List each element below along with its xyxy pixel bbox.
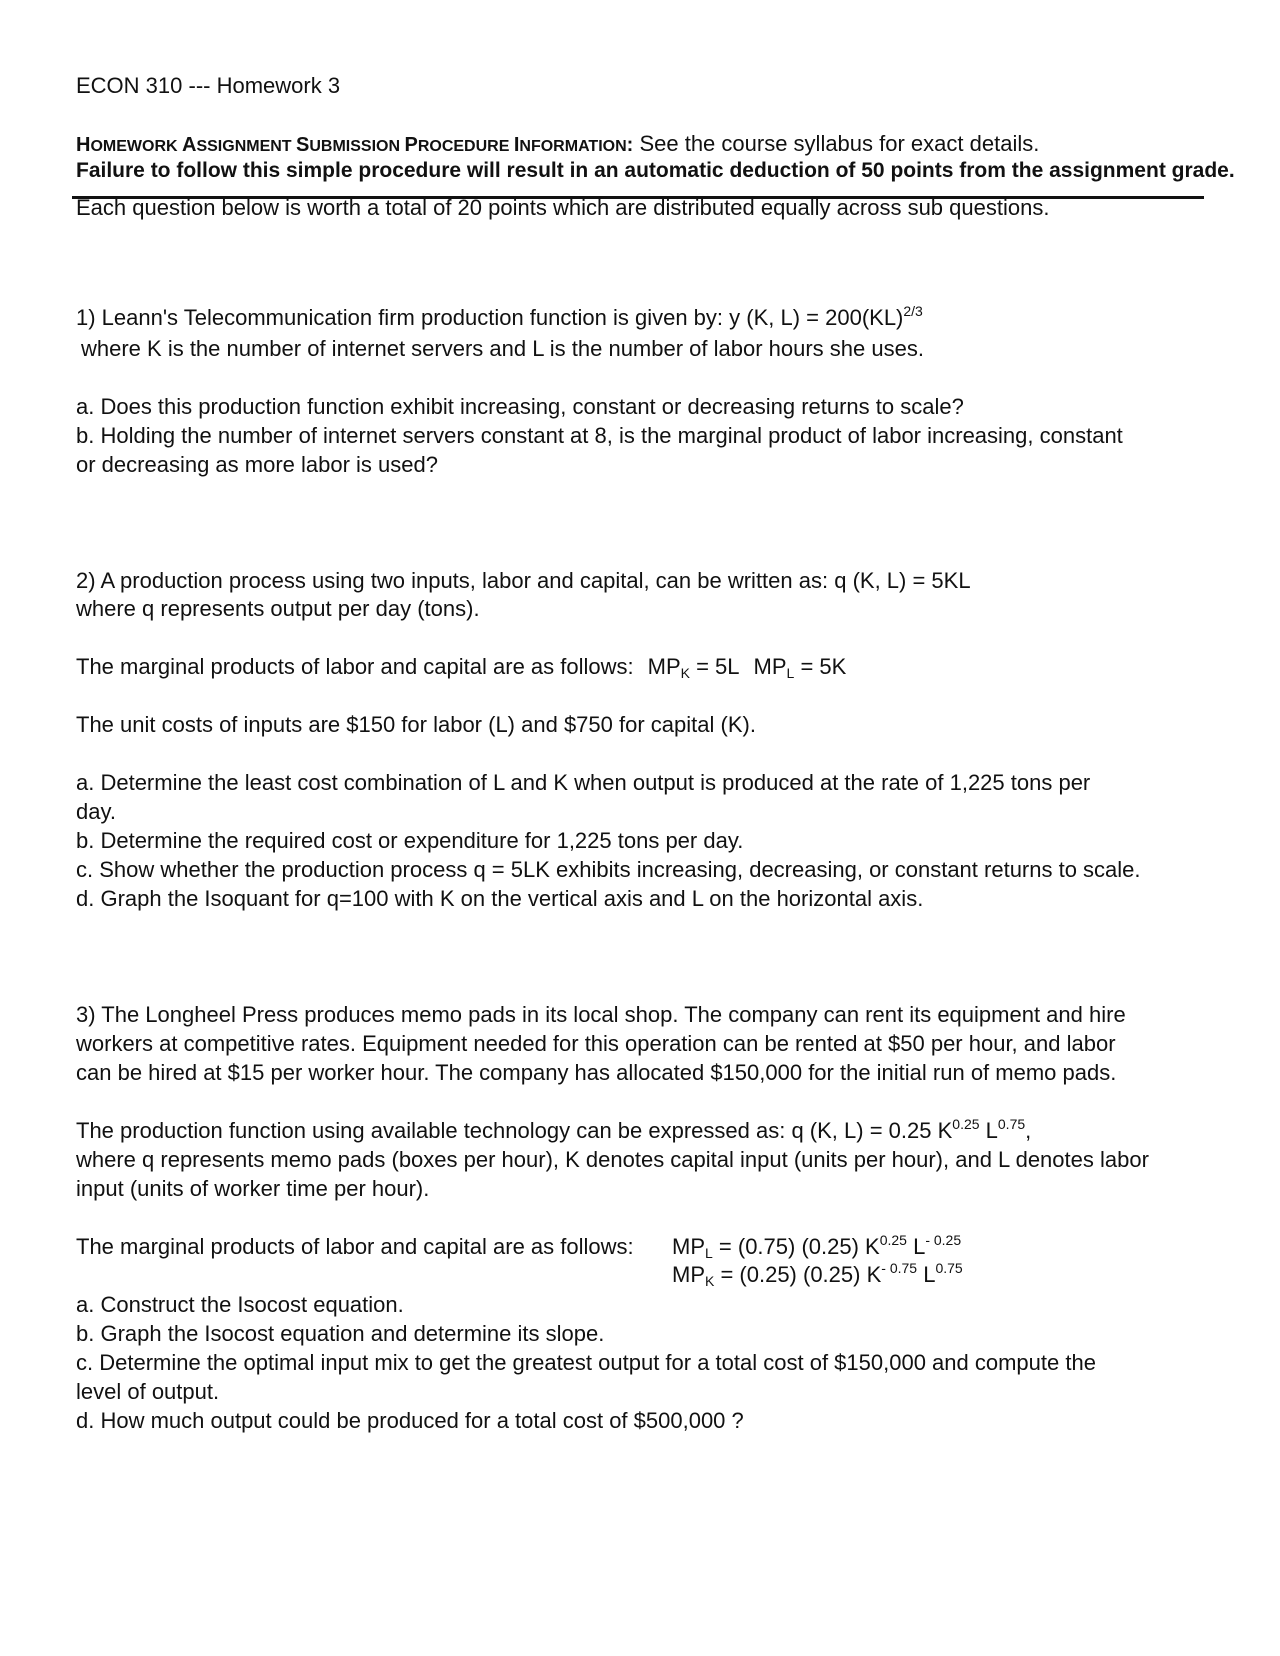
q3-part-c: c. Determine the optimal input mix to get the greatest output for a total cost of $150,000 and compute the xyxy=(76,1350,1096,1375)
q1-statement: 1) Leann's Telecommunication firm production function is given by: y (K, L) = 200(KL)$^{2/3}$ xyxy=(76,303,923,330)
q3-statement-line2: workers at competitive rates. Equipment needed for this operation can be rented at $50 per hour, and labor xyxy=(76,1031,1116,1056)
homework-page xyxy=(76,0,1235,1656)
q2-part-d: d. Graph the Isoquant for q=100 with K on the vertical axis and L on the horizontal axis. xyxy=(76,886,924,911)
q3-statement-line1: 3) The Longheel Press produces memo pads in its local shop. The company can rent its equipment and hire xyxy=(76,1002,1126,1027)
q2-marginal-products: The marginal products of labor and capital are as follows: $MP_K = 5L$ $MP_L = 5K$ xyxy=(76,654,847,681)
q2-part-a: a. Determine the least cost combination of L and K when output is produced at the rate of 1,225 tons per xyxy=(76,770,1091,795)
q3-marginal-products: The marginal products of labor and capital are as follows: $MP_L = (0.75)$ (0.25) $K^{0.25}$ $L^{- 0.25}$ xyxy=(76,1232,962,1261)
procedure-label: HOMEWORK ASSIGNMENT SUBMISSION PROCEDURE INFORMATION: xyxy=(76,134,634,156)
q3-mpl: $MP_L = (0.75)$ (0.25) $K^{0.25}$ $L^{- 0.25}$ xyxy=(672,1232,962,1261)
q3-definition-line1: where q represents memo pads (boxes per hour), K denotes capital input (units per hour), and L denotes labor xyxy=(76,1147,1149,1172)
q2-definition: where q represents output per day (tons). xyxy=(76,596,480,621)
q1-part-b-cont: or decreasing as more labor is used? xyxy=(76,452,438,477)
course-title: ECON 310 --- Homework 3 xyxy=(76,73,341,98)
q2-part-a-cont: day. xyxy=(76,799,116,824)
q1-definition: where K is the number of internet servers and L is the number of labor hours she uses. xyxy=(81,336,924,361)
q1-exponent: 2/3 xyxy=(903,303,923,319)
q2-part-c: c. Show whether the production process q = 5LK exhibits increasing, decreasing, or constant returns to scale. xyxy=(76,857,1141,882)
q3-production-function: The production function using available technology can be expressed as: q (K, L) = 0.25 $K^{0.25}$ $L^{0.75}$, xyxy=(76,1116,1032,1143)
procedure-warning: Failure to follow this simple procedure will result in an automatic deduction of 50 points from the assignment grade. xyxy=(76,159,1235,182)
q2-part-b: b. Determine the required cost or expenditure for 1,225 tons per day. xyxy=(76,828,744,853)
q3-statement-line3: can be hired at $15 per worker hour. The company has allocated $150,000 for the initial run of memo pads. xyxy=(76,1060,1117,1085)
q3-definition-line2: input (units of worker time per hour). xyxy=(76,1176,430,1201)
q2-unit-costs: The unit costs of inputs are $150 for labor (L) and $750 for capital (K). xyxy=(76,712,756,737)
procedure-note: See the course syllabus for exact details. xyxy=(639,131,1040,156)
q2-mpl: $MP_L = 5K$ xyxy=(753,654,847,681)
q3-part-a: a. Construct the Isocost equation. xyxy=(76,1292,404,1317)
q2-statement: 2) A production process using two inputs, labor and capital, can be written as: q (K, L) = 5KL xyxy=(76,568,971,593)
q2-mpk: $MP_K = 5L$ xyxy=(647,654,740,681)
q1-part-b: b. Holding the number of internet servers constant at 8, is the marginal product of labor increasing, constant xyxy=(76,423,1123,448)
q1-part-a: a. Does this production function exhibit increasing, constant or decreasing returns to scale? xyxy=(76,394,964,419)
points-note: Each question below is worth a total of 20 points which are distributed equally across sub questions. xyxy=(76,195,1050,220)
q3-part-b: b. Graph the Isocost equation and determine its slope. xyxy=(76,1321,605,1346)
q3-mpk: $MP_K = (0.25)$ (0.25) $K^{- 0.75}$ $L^{0.75}$ xyxy=(672,1260,963,1289)
q3-part-c-cont: level of output. xyxy=(76,1379,220,1404)
q3-part-d: d. How much output could be produced for a total cost of $500,000 ? xyxy=(76,1408,744,1433)
